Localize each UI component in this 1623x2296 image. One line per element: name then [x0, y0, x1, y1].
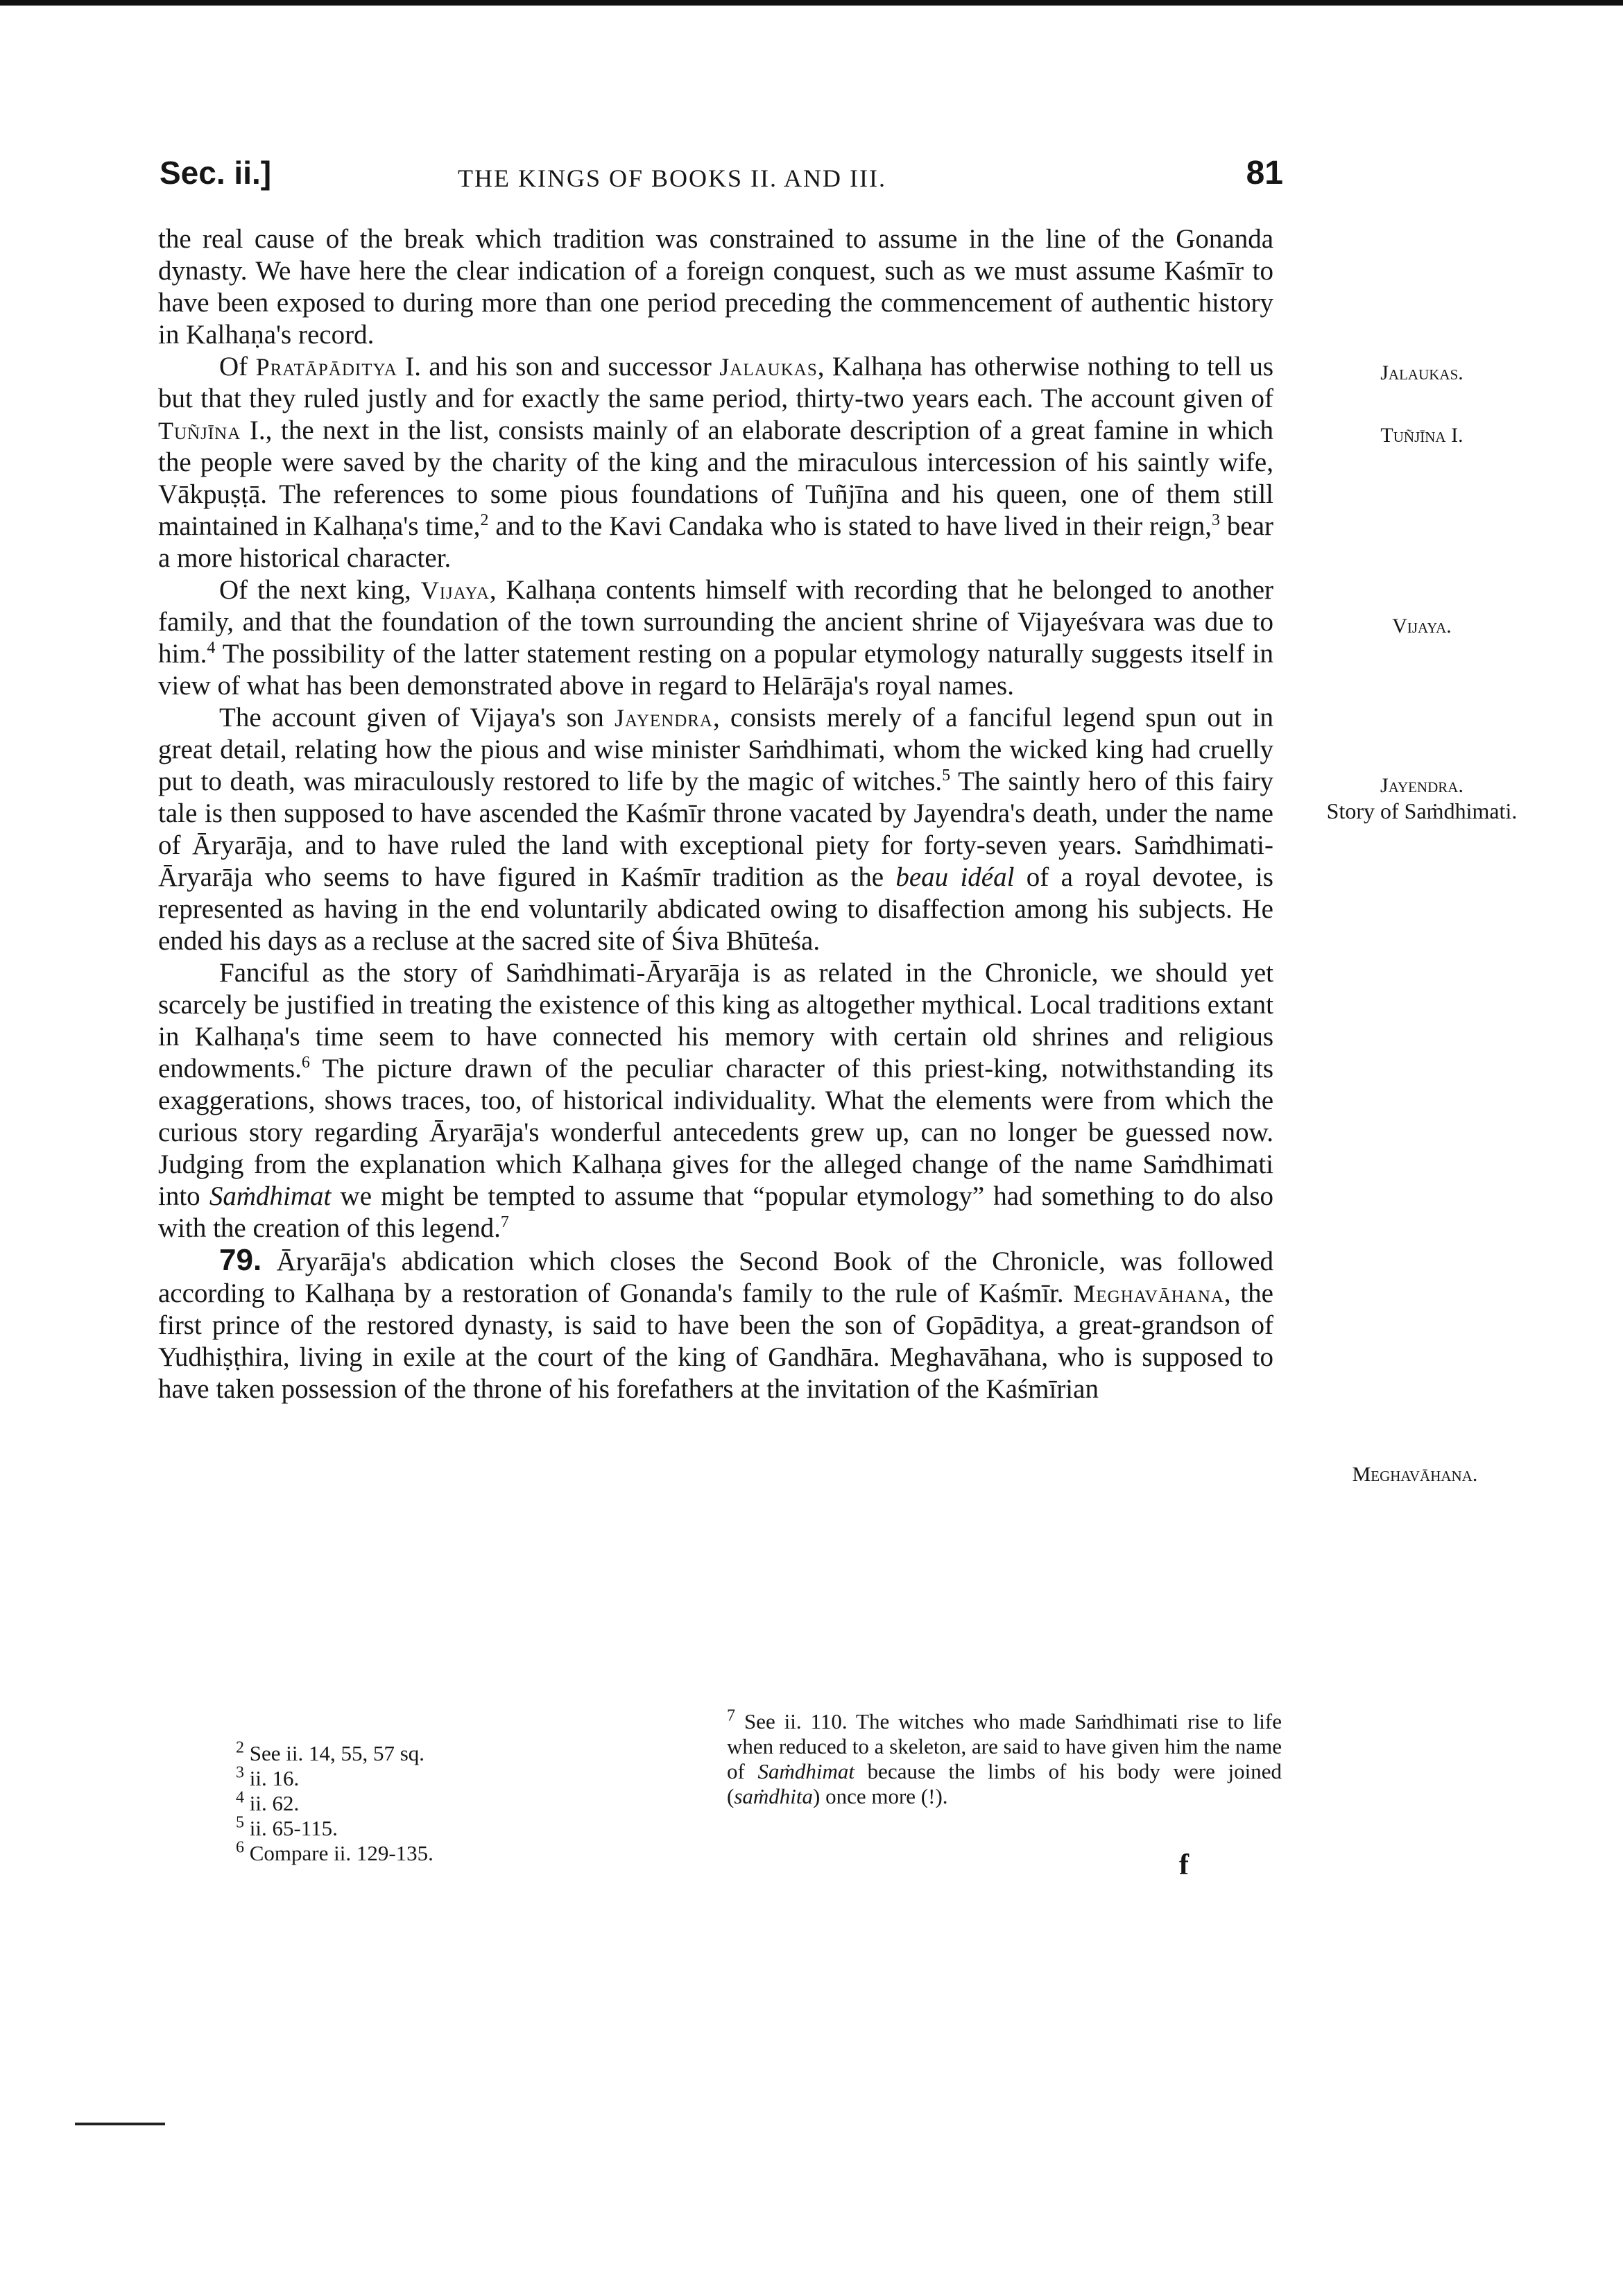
footnote-label: 4 — [236, 1788, 244, 1807]
text-run: bear a more historical character. — [158, 511, 1273, 573]
footnote-ref: 2 — [480, 511, 489, 529]
top-border-line — [0, 0, 1623, 6]
footnote-label: 5 — [236, 1813, 244, 1832]
text-run: The picture drawn of the peculiar character of this priest-king, notwithstanding its exaggerations, shows traces, too, of historical individuality. What the elements were from which the curious story regarding Āryarāja's wonderful antecedents grew up, can no longer be guessed now. Judging from the explanation which Kalhaṇa gives for the alleged change of the name Saṁdhimati into — [158, 1054, 1273, 1211]
section-number: 79. — [219, 1243, 262, 1277]
margin-note-jayendra-title: Jayendra. — [1380, 774, 1463, 797]
margin-rule — [75, 2123, 165, 2125]
footnote-label: 3 — [236, 1763, 244, 1782]
footnote — [236, 1763, 433, 1791]
text-run: The account given of Vijaya's son — [219, 703, 615, 733]
page-number: 81 — [1246, 155, 1283, 191]
footnote-ref: 7 — [500, 1213, 509, 1231]
footnote-text: Compare ii. 129-135. — [244, 1841, 433, 1865]
italic-text: Saṁdhimat — [757, 1759, 855, 1783]
small-caps-name: Tuñjīna — [158, 417, 241, 445]
text-run: , Kalhaṇa has otherwise nothing to tell us but that they ruled justly and for exactly the same period, thirty-two years each. The account given of — [158, 352, 1273, 413]
margin-note-jalaukas: Jalaukas. — [1380, 361, 1463, 384]
margin-note-meghavahana: Meghavāhana. — [1352, 1463, 1478, 1486]
body-text — [158, 223, 1273, 1405]
text-run: , the first prince of the restored dynasty, is said to have been the son of Gopāditya, a great-grandson of Yudhiṣṭhira, living in exile at the court of the king of Gandhāra. Meghavāhana, who is supposed to have taken possession of the throne of his forefathers at the invitation of the Kaśmīrian — [158, 1278, 1273, 1404]
section-label: Sec. ii.] — [160, 155, 272, 191]
italic-text: saṁdhita — [734, 1784, 814, 1808]
margin-note-tunjina: Tuñjīna I. — [1380, 424, 1463, 447]
footnote-ref: 3 — [1212, 511, 1221, 529]
footnotes-left — [236, 1738, 433, 1866]
text-run: See ii. 110. The witches who made Saṁdhimati rise to life when reduced to a skeleton, are said to have given him the name of — [727, 1709, 1282, 1783]
text-run: and to the Kavi Candaka who is stated to have lived in their reign, — [488, 511, 1212, 541]
running-title: THE KINGS OF BOOKS II. AND III. — [458, 164, 886, 192]
text-run: Fanciful as the story of Saṁdhimati-Āryarāja is as related in the Chronicle, we should yet scarcely be justified in treating the existence of this king as altogether mythical. Local traditions extant in Kalhaṇa's time seem to have connected his memory with certain old shrines and religious endowments. — [158, 958, 1273, 1083]
text-run: The possibility of the latter statement resting on a popular etymology naturally suggests itself in view of what has been demonstrated above in regard to Helārāja's royal names. — [158, 639, 1273, 701]
text-run: , Kalhaṇa contents himself with recording that he belonged to another family, and that the foundation of the town surrounding the ancient shrine of Vijayeśvara was due to him. — [158, 575, 1274, 669]
margin-note-jayendra — [1297, 773, 1547, 823]
paragraph — [158, 957, 1273, 1244]
italic-text: Saṁdhimat — [209, 1181, 332, 1211]
paragraph — [158, 1244, 1273, 1405]
running-header — [160, 154, 1283, 203]
small-caps-name: Jalaukas — [719, 353, 818, 381]
paragraph — [158, 574, 1273, 702]
text-run: ) once more (!). — [813, 1784, 948, 1808]
italic-text: beau idéal — [895, 862, 1015, 892]
footnote-ref: 5 — [942, 766, 951, 785]
paragraph — [158, 351, 1273, 574]
small-caps-name: Pratāpāditya — [255, 353, 397, 381]
text-run: the real cause of the break which tradition was constrained to assume in the line of the Gonanda dynasty. We have here the clear indication of a foreign conquest, such as we must assume Kaśmīr to have been exposed to during more than one period preceding the commencement of authentic history in Kalhaṇa's record. — [158, 224, 1273, 350]
paragraph — [158, 702, 1273, 957]
small-caps-name: Vijaya — [420, 576, 490, 604]
text-run: we might be tempted to assume that “popular etymology” had something to do also with the creation of this legend. — [158, 1181, 1274, 1243]
footnote-ref: 6 — [301, 1054, 310, 1072]
footnote — [236, 1738, 433, 1766]
text-run: because the limbs of his body were joined ( — [727, 1759, 1282, 1808]
footnote-text: ii. 65-115. — [244, 1816, 338, 1840]
footnote — [236, 1788, 433, 1816]
footnote — [236, 1813, 433, 1841]
footnote-text: ii. 16. — [244, 1766, 300, 1790]
text-run: , consists merely of a fanciful legend spun out in great detail, relating how the pious and wise minister Saṁdhimati, whom the wicked king had cruelly put to death, was miraculously restored to life by the magic of witches. — [158, 703, 1273, 796]
footnote-label: 2 — [236, 1738, 244, 1757]
signature-mark: f — [1179, 1849, 1189, 1881]
footnote-label: 7 — [727, 1706, 735, 1725]
footnote-ref: 4 — [207, 639, 216, 657]
small-caps-name: Jayendra — [615, 704, 713, 732]
text-run: I. and his son and successor — [397, 352, 720, 382]
text-run: Of — [219, 352, 256, 382]
footnote-label: 6 — [236, 1838, 244, 1857]
footnote-text: ii. 62. — [244, 1791, 300, 1815]
margin-note-vijaya: Vijaya. — [1392, 615, 1452, 637]
small-caps-name: Meghavāhana — [1073, 1280, 1224, 1308]
footnote — [236, 1838, 433, 1866]
text-run: Of the next king, — [219, 575, 421, 605]
footnote-text: See ii. 14, 55, 57 sq. — [244, 1741, 425, 1765]
footnote-right — [727, 1706, 1282, 1809]
text-run: The saintly hero of this fairy tale is then supposed to have ascended the Kaśmīr throne vacated by Jayendra's death, under the name of Āryarāja, and to have ruled the land with exceptional piety for forty-seven years. Saṁdhimati-Āryarāja who seems to have figured in Kaśmīr tradition as the — [158, 766, 1273, 892]
margin-note-story: Story of Saṁdhimati. — [1326, 798, 1518, 823]
text-run: Āryarāja's abdication which closes the Second Book of the Chronicle, was followed according to Kalhaṇa by a restoration of Gonanda's family to the rule of Kaśmīr. — [158, 1246, 1273, 1308]
paragraph — [158, 223, 1273, 351]
text-run: I., the next in the list, consists mainly of an elaborate description of a great famine in which the people were saved by the charity of the king and the miraculous intercession of his saintly wife, Vākpuṣṭā. The references to some pious foundations of Tuñjīna and his queen, one of them still maintained in Kalhaṇa's time, — [158, 415, 1273, 541]
text-run: of a royal devotee, is represented as having in the end voluntarily abdicated owing to disaffection among his subjects. He ended his days as a recluse at the sacred site of Śiva Bhūteśa. — [158, 862, 1273, 956]
